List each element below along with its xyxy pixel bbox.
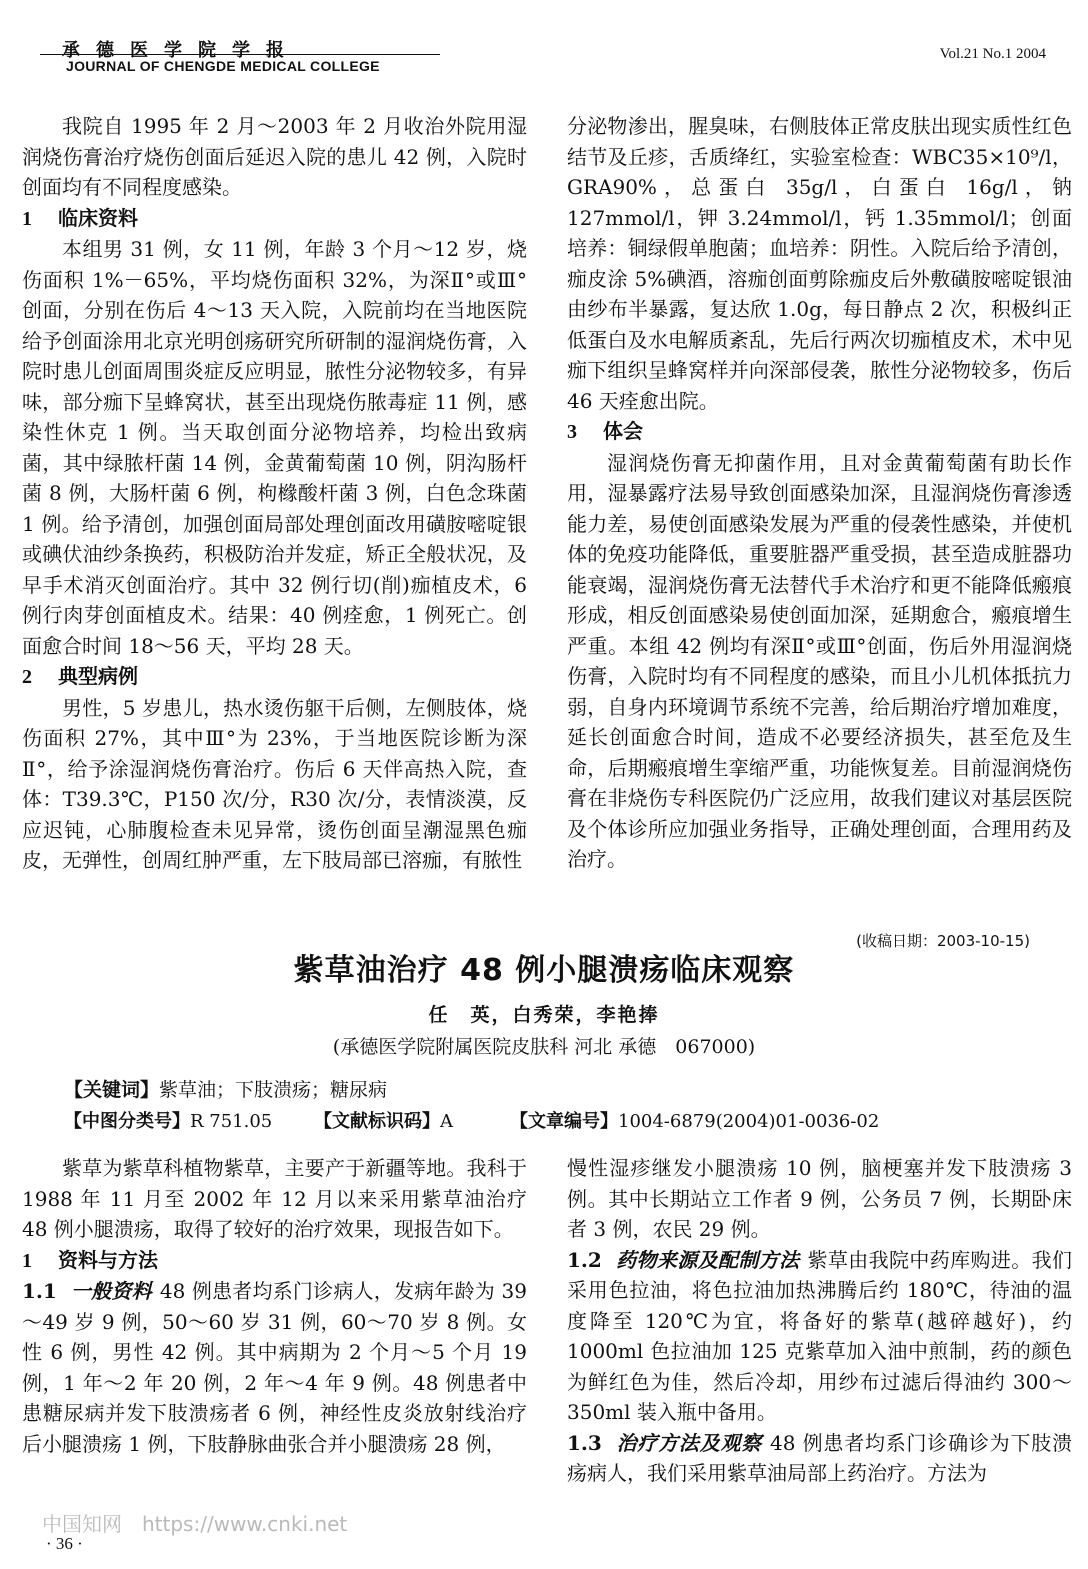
article2-intro: 紫草为紫草科植物紫草，主要产于新疆等地。我科于 1988 年 11 月至 2002 年 12 月以来采用紫草油治疗 48 例小腿溃疡，取得了较好的治疗效果，现报告如下。 xyxy=(22,1156,527,1241)
doc-code-field xyxy=(314,1107,510,1133)
heading-number: 3 xyxy=(567,421,577,443)
article-number-value: 1004-6879(2004)01-0036-02 xyxy=(618,1111,880,1132)
article1-clinical-data: 本组男 31 例，女 11 例，年龄 3 个月～12 岁，烧伤面积 1%－65%，平均烧伤面积 32%，为深Ⅱ°或Ⅲ°创面，分别在伤后 4～13 天入院，入院前均在当地医院给予创面涂用北京光明创疡研究所研制的湿润烧伤膏，入院时患儿创面周围炎症反应明显，脓性分泌物较多，有异味，部分痂下呈蜂窝状，甚至出现烧伤脓毒症 11 例，感染性休克 1 例。当天取创面分泌物培养，均检出致病菌，其中绿脓杆菌 14 例，金黄葡萄菌 10 例，阴沟肠杆菌 8 例，大肠杆菌 6 例，枸橼酸杆菌 3 例，白色念珠菌 1 例。给予清创，加强创面局部处理创面改用磺胺嘧啶银或碘伏油纱条换药，积极防治并发症，矫正全般状况，及早手术消灭创面治疗。其中 32 例行切(削)痂植皮术，6 例行肉芽创面植皮术。结果：40 例痊愈，1 例死亡。创面愈合时间 18～56 天，平均 28 天。 xyxy=(22,237,527,658)
subsection-text: 48 例患者均系门诊确诊为下肢溃疡病人，我们采用紫草油局部上药治疗。方法为 xyxy=(567,1430,1072,1485)
article2-title: 紫草油治疗 48 例小腿溃疡临床观察 xyxy=(293,953,795,988)
classification-line xyxy=(64,1107,1064,1133)
article2-section-1-2 xyxy=(567,1245,1072,1428)
volume-info: Vol.21 No.1 2004 xyxy=(939,46,1046,62)
subsection-number: 1.1 xyxy=(22,1279,57,1303)
heading-text: 体会 xyxy=(603,419,643,443)
article2-column-right xyxy=(567,1153,1072,1489)
subsection-number: 1.3 xyxy=(567,1430,602,1455)
article1-heading-2 xyxy=(22,661,527,693)
clc-label: 【中图分类号】 xyxy=(64,1111,190,1132)
keywords-label: 【关键词】 xyxy=(64,1079,160,1101)
article1-column-right xyxy=(567,111,1072,875)
heading-number: 1 xyxy=(22,1249,32,1272)
clc-field xyxy=(64,1107,314,1133)
keywords-line xyxy=(64,1075,387,1102)
article1-intro: 我院自 1995 年 2 月～2003 年 2 月收治外院用湿润烧伤膏治疗烧伤创面后延迟入院的患儿 42 例，入院时创面均有不同程度感染。 xyxy=(22,114,527,199)
received-date: (收稿日期：2003-10-15) xyxy=(856,932,1030,950)
article2-section-1-3 xyxy=(567,1428,1072,1489)
header-rule xyxy=(40,54,440,55)
article2-affiliation: (承德医学院附属医院皮肤科 河北 承德 067000) xyxy=(332,1036,756,1058)
journal-title-cn: 承德医学院学报 xyxy=(62,40,300,61)
article-number-label: 【文章编号】 xyxy=(510,1111,618,1132)
article1-case-report-continued: 分泌物渗出，腥臭味，右侧肢体正常皮肤出现实质性红色结节及丘疹，舌质绛红，实验室检查：WBC35×10⁹/l，GRA90%，总蛋白 35g/l，白蛋白 16g/l，钠 127mmol/l，钾 3.24mmol/l，钙 1.35mmol/l；创面培养：铜绿假单胞菌；血培养：阴性。入院后给予清创，痂皮涂 5%碘酒，溶痂创面剪除痂皮后外敷磺胺嘧啶银油由纱布半暴露，复达欣 1.0g，每日静点 2 次，积极纠正低蛋白及水电解质紊乱，先后行两次切痂植皮术，术中见痂下组织呈蜂窝样并向深部侵袭，脓性分泌物较多，伤后 46 天痊愈出院。 xyxy=(567,114,1072,413)
heading-number: 2 xyxy=(22,666,32,688)
article2-section-1-1-continued: 慢性湿疹继发小腿溃疡 10 例，脑梗塞并发下肢溃疡 3 例。其中长期站立工作者 9 例，公务员 7 例，长期卧床者 3 例，农民 29 例。 xyxy=(567,1156,1072,1241)
keywords-value: 紫草油；下肢溃疡；糖尿病 xyxy=(159,1079,388,1101)
journal-title-en: JOURNAL OF CHENGDE MEDICAL COLLEGE xyxy=(66,58,380,74)
article-number-field xyxy=(510,1107,879,1133)
subsection-text: 48 例患者均系门诊病人，发病年龄为 39～49 岁 9 例，50～60 岁 31 例，60～70 岁 8 例。女性 6 例，男性 42 例。其中病期为 2 个月～5 个月 19 例，1 年～2 年 20 例，2 年～4 年 9 例。48 例患者中患糖尿病并发下肢溃疡者 6 例，神经性皮炎放射线治疗后小腿溃疡 1 例，下肢静脉曲张合并小腿溃疡 28 例， xyxy=(22,1279,527,1456)
article2-section-1-1 xyxy=(22,1276,527,1459)
article2-heading-1 xyxy=(22,1245,527,1277)
subsection-title: 一般资料 xyxy=(70,1279,152,1303)
doc-code-label: 【文献标识码】 xyxy=(314,1111,440,1132)
subsection-title: 药物来源及配制方法 xyxy=(615,1247,800,1272)
clc-value: R 751.05 xyxy=(190,1111,273,1132)
heading-text: 资料与方法 xyxy=(58,1247,158,1272)
subsection-number: 1.2 xyxy=(567,1247,602,1272)
article1-heading-1 xyxy=(22,203,527,235)
article1-discussion: 湿润烧伤膏无抑菌作用，且对金黄葡萄菌有助长作用，湿暴露疗法易导致创面感染加深，且湿润烧伤膏渗透能力差，易使创面感染发展为严重的侵袭性感染，并使机体的免疫功能降低，重要脏器严重受损，甚至造成脏器功能衰竭，湿润烧伤膏无法替代手术治疗和更不能降低瘢痕形成，相反创面感染易使创面加深，延期愈合，瘢痕增生严重。本组 42 例均有深Ⅱ°或Ⅲ°创面，伤后外用湿润烧伤膏，入院时均有不同程度的感染，而且小儿机体抵抗力弱，自身内环境调节系统不完善，给后期治疗增加难度，延长创面愈合时间，造成不必要经济损失，甚至危及生命，后期瘢痕增生挛缩严重，功能恢复差。目前湿润烧伤膏在非烧伤专科医院仍广泛应用，故我们建议对基层医院及个体诊所应加强业务指导，正确处理创面，合理用药及治疗。 xyxy=(567,450,1072,871)
article2-authors: 任 英，白秀荣，李艳捧 xyxy=(428,1004,660,1026)
heading-text: 典型病例 xyxy=(58,664,138,688)
subsection-text: 紫草由我院中药库购进。我们采用色拉油，将色拉油加热沸腾后约 180℃，待油的温度降至 120℃为宜，将备好的紫草(越碎越好)，约 1000ml 色拉油加 125 克紫草加入油中煎制，药的颜色为鲜红色为佳，然后冷却，用纱布过滤后得油约 300～350ml 装入瓶中备用。 xyxy=(567,1247,1073,1424)
heading-text: 临床资料 xyxy=(58,205,138,230)
cnki-watermark: 中国知网 https://www.cnki.net xyxy=(42,1512,348,1536)
subsection-title: 治疗方法及观察 xyxy=(615,1430,763,1455)
doc-code-value: A xyxy=(440,1111,453,1132)
article2-column-left xyxy=(22,1153,527,1459)
article1-column-left xyxy=(22,111,527,876)
page-number: · 36 · xyxy=(46,1534,83,1553)
article1-case-report: 男性，5 岁患儿，热水烫伤躯干后侧，左侧肢体，烧伤面积 27%，其中Ⅲ°为 23%，于当地医院诊断为深Ⅱ°，给予涂湿润烧伤膏治疗。伤后 6 天伴高热入院，查体：T39.3℃，P150 次/分，R30 次/分，表情淡漠，反应迟钝，心肺腹检查未见异常，烫伤创面呈潮湿黑色痂皮，无弹性，创周红肿严重，左下肢局部已溶痂，有脓性 xyxy=(22,695,527,872)
heading-number: 1 xyxy=(22,207,32,230)
article1-heading-3 xyxy=(567,416,1072,448)
